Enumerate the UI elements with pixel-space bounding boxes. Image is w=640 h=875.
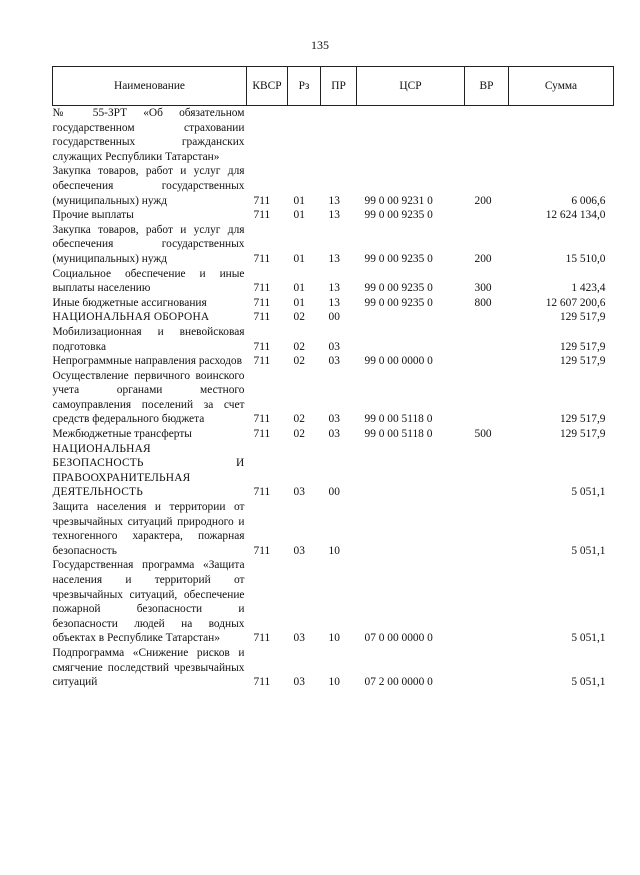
header-name: Наименование (53, 67, 247, 106)
cell-rz: 03 (293, 544, 305, 557)
table-row (53, 223, 614, 267)
cell-pr: 13 (328, 194, 340, 207)
cell-vr (465, 208, 509, 223)
cell-kvsr: 711 (253, 209, 271, 222)
cell-name: Мобилизационная и вневойсковая подготовка (52, 325, 245, 353)
cell-csr (357, 442, 465, 500)
cell-csr: 99 0 00 9231 0 (364, 194, 433, 207)
cell-kvsr: 711 (253, 194, 271, 207)
cell-sum: 129 517,9 (559, 311, 606, 324)
cell-csr: 07 0 00 0000 0 (364, 632, 433, 645)
cell-vr (465, 646, 509, 690)
cell-sum: 15 510,0 (565, 252, 606, 265)
table-row (53, 500, 614, 558)
cell-kvsr: 711 (253, 252, 271, 265)
cell-kvsr: 711 (253, 428, 271, 441)
cell-sum: 129 517,9 (559, 428, 606, 441)
cell-pr (321, 106, 357, 165)
cell-pr: 13 (328, 209, 340, 222)
cell-rz: 02 (293, 355, 305, 368)
cell-name: Закупка товаров, работ и услуг для обеспечения государственных (муниципальных) нужд (52, 223, 245, 265)
table-row (53, 325, 614, 354)
cell-name: Защита населения и территории от чрезвычайных ситуаций природного и техногенного характера, пожарная безопасность (52, 501, 245, 557)
table-row (53, 558, 614, 646)
cell-rz: 02 (293, 413, 305, 426)
cell-sum: 5 051,1 (571, 632, 606, 645)
cell-vr: 800 (474, 296, 492, 309)
cell-sum: 129 517,9 (559, 355, 606, 368)
table-body (53, 106, 614, 690)
cell-vr (465, 442, 509, 500)
cell-kvsr: 711 (253, 676, 271, 689)
cell-sum: 5 051,1 (571, 676, 606, 689)
cell-sum (509, 106, 614, 165)
table-row (53, 267, 614, 296)
cell-vr (465, 558, 509, 646)
cell-kvsr (247, 106, 288, 165)
cell-vr: 300 (474, 282, 492, 295)
budget-table (52, 66, 614, 690)
cell-pr: 03 (328, 340, 340, 353)
cell-sum: 129 517,9 (559, 413, 606, 426)
table-row (53, 208, 614, 223)
cell-pr: 00 (328, 486, 340, 499)
cell-rz: 03 (293, 632, 305, 645)
cell-name: Непрограммные направления расходов (52, 355, 243, 368)
cell-vr: 200 (474, 194, 492, 207)
cell-rz: 01 (293, 209, 305, 222)
cell-sum: 12 607 200,6 (545, 296, 606, 309)
cell-rz: 03 (293, 486, 305, 499)
cell-rz: 02 (293, 311, 305, 324)
cell-sum: 12 624 134,0 (545, 209, 606, 222)
table-row (53, 164, 614, 208)
table-row (53, 369, 614, 427)
cell-pr: 03 (328, 428, 340, 441)
cell-kvsr: 711 (253, 296, 271, 309)
cell-rz: 01 (293, 296, 305, 309)
table-row (53, 646, 614, 690)
cell-rz: 03 (293, 676, 305, 689)
cell-pr: 00 (328, 311, 340, 324)
header-csr: ЦСР (357, 67, 465, 106)
cell-name: Осуществление первичного воинского учета органами местного самоуправления поселений за счет средств федерального бюджета (52, 369, 245, 426)
cell-csr: 99 0 00 5118 0 (364, 413, 433, 426)
cell-vr (465, 354, 509, 369)
cell-pr: 03 (328, 413, 340, 426)
cell-name: Государственная программа «Защита населения и территорий от чрезвычайных ситуаций, обеспечение пожарной безопасности и безопасности людей на водных объектах в Республике Татарстан» (52, 559, 245, 645)
cell-sum: 5 051,1 (571, 486, 606, 499)
table-header-row (53, 67, 614, 106)
table-row (53, 427, 614, 442)
cell-csr (357, 310, 465, 325)
cell-name: НАЦИОНАЛЬНАЯ БЕЗОПАСНОСТЬ И ПРАВООХРАНИТЕЛЬНАЯ ДЕЯТЕЛЬНОСТЬ (52, 442, 245, 499)
cell-pr: 03 (328, 355, 340, 368)
table-row (53, 296, 614, 311)
cell-kvsr: 711 (253, 632, 271, 645)
cell-name: Подпрограмма «Снижение рисков и смягчение последствий чрезвычайных ситуаций (52, 646, 245, 689)
cell-sum: 6 006,6 (571, 194, 606, 207)
cell-name: Социальное обеспечение и иные выплаты населению (52, 267, 245, 295)
cell-rz: 01 (293, 252, 305, 265)
cell-vr: 200 (474, 252, 492, 265)
cell-kvsr: 711 (253, 486, 271, 499)
cell-pr: 10 (328, 544, 340, 557)
cell-csr: 99 0 00 9235 0 (364, 209, 433, 222)
cell-name: Межбюджетные трансферты (52, 428, 192, 441)
cell-csr (357, 325, 465, 354)
cell-pr: 13 (328, 252, 340, 265)
cell-vr: 500 (474, 428, 492, 441)
cell-csr: 99 0 00 9235 0 (364, 252, 433, 265)
cell-kvsr: 711 (253, 340, 271, 353)
cell-kvsr: 711 (253, 311, 271, 324)
header-rz: Рз (288, 67, 321, 106)
header-pr: ПР (321, 67, 357, 106)
cell-kvsr: 711 (253, 282, 271, 295)
cell-vr (465, 369, 509, 427)
cell-rz: 01 (293, 282, 305, 295)
cell-vr (465, 325, 509, 354)
cell-name: Иные бюджетные ассигнования (52, 296, 207, 309)
cell-rz: 02 (293, 428, 305, 441)
cell-csr: 99 0 00 5118 0 (364, 428, 433, 441)
cell-vr (465, 106, 509, 165)
header-kvsr: КВСР (247, 67, 288, 106)
cell-pr: 13 (328, 282, 340, 295)
cell-vr (465, 500, 509, 558)
cell-csr: 99 0 00 0000 0 (364, 355, 433, 368)
cell-name: Прочие выплаты (52, 209, 134, 222)
cell-rz: 01 (293, 194, 305, 207)
cell-rz (288, 106, 321, 165)
cell-name: Закупка товаров, работ и услуг для обеспечения государственных (муниципальных) нужд (52, 165, 245, 207)
table-row (53, 106, 614, 165)
cell-pr: 10 (328, 676, 340, 689)
cell-sum: 5 051,1 (571, 544, 606, 557)
cell-sum: 129 517,9 (559, 340, 606, 353)
cell-pr: 10 (328, 632, 340, 645)
cell-csr (357, 106, 465, 165)
cell-kvsr: 711 (253, 355, 271, 368)
table-row (53, 442, 614, 500)
table-row (53, 354, 614, 369)
cell-vr (465, 310, 509, 325)
cell-name: № 55-ЗРТ «Об обязательном государственном страховании государственных гражданских служащих Республики Татарстан» (52, 107, 245, 163)
table-row (53, 310, 614, 325)
cell-pr: 13 (328, 296, 340, 309)
cell-csr: 99 0 00 9235 0 (364, 296, 433, 309)
cell-kvsr: 711 (253, 544, 271, 557)
cell-csr (357, 500, 465, 558)
cell-rz: 02 (293, 340, 305, 353)
header-vr: ВР (465, 67, 509, 106)
cell-csr: 07 2 00 0000 0 (364, 676, 433, 689)
cell-name: НАЦИОНАЛЬНАЯ ОБОРОНА (52, 311, 210, 324)
cell-kvsr: 711 (253, 413, 271, 426)
cell-sum: 1 423,4 (571, 282, 606, 295)
header-sum: Сумма (509, 67, 614, 106)
page-number: 135 (311, 38, 329, 52)
cell-csr: 99 0 00 9235 0 (364, 282, 433, 295)
